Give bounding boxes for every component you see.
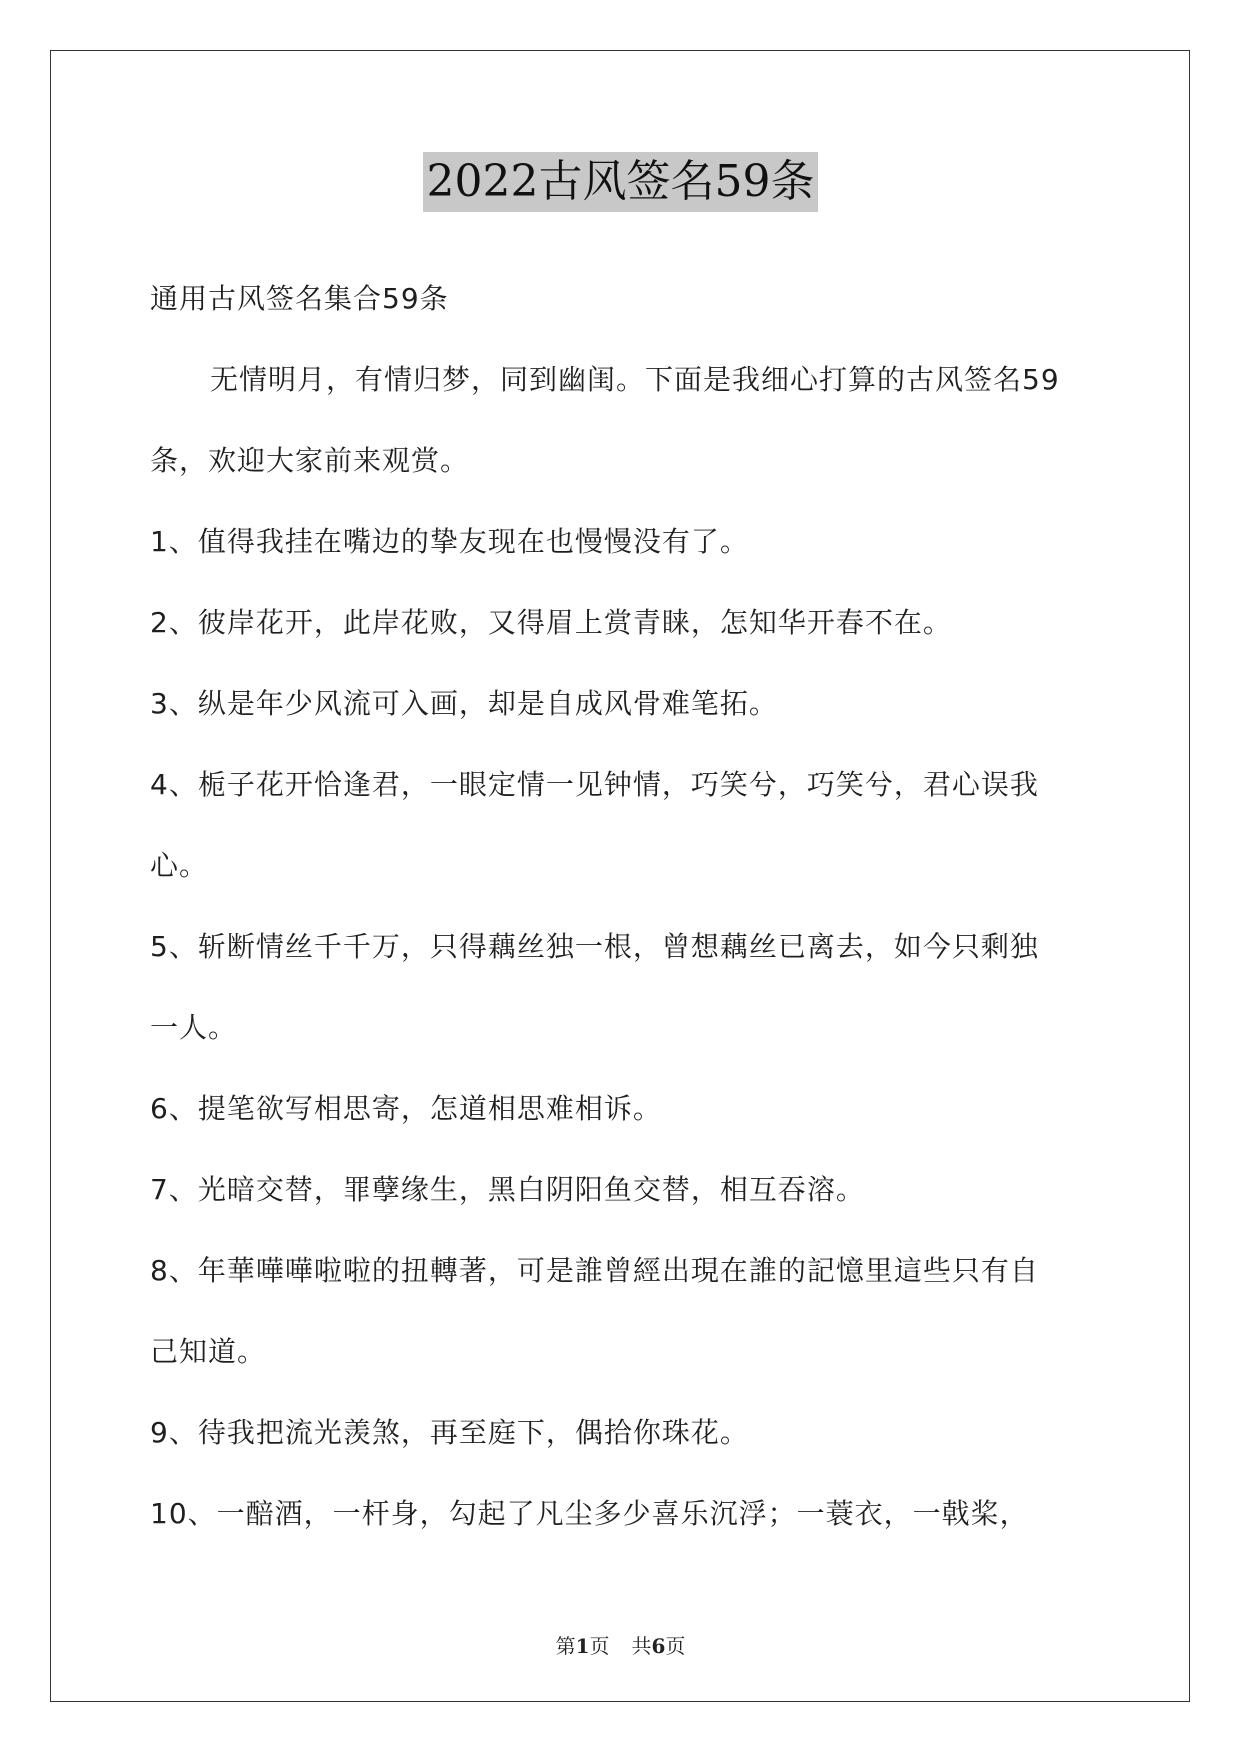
document-title: 2022古风签名59条	[423, 152, 819, 212]
total-page-number: 6	[651, 1634, 666, 1658]
total-suffix: 页	[665, 1634, 686, 1658]
list-item: 4、栀子花开恰逢君，一眼定情一见钟情，巧笑兮，巧笑兮，君心误我	[150, 768, 1039, 801]
list-item-continuation: 心。	[150, 849, 209, 882]
subtitle: 通用古风签名集合59条	[150, 282, 449, 315]
list-item: 2、彼岸花开，此岸花败，又得眉上赏青睐，怎知华开春不在。	[150, 606, 952, 639]
intro-paragraph-line: 无情明月，有情归梦，同到幽闺。下面是我细心打算的古风签名59	[210, 363, 1060, 396]
intro-paragraph-line: 条，欢迎大家前来观赏。	[150, 444, 470, 477]
total-prefix: 共	[631, 1634, 652, 1658]
list-item-continuation: 一人。	[150, 1011, 238, 1044]
list-item-continuation: 己知道。	[150, 1335, 267, 1368]
list-item: 7、光暗交替，罪孽缘生，黑白阴阳鱼交替，相互吞溶。	[150, 1173, 865, 1206]
title-container	[0, 152, 1241, 212]
page-suffix: 页	[589, 1634, 610, 1658]
list-item: 10、一醅酒，一杆身，勾起了凡尘多少喜乐沉浮；一蓑衣，一戟桨，	[150, 1497, 1029, 1530]
list-item: 3、纵是年少风流可入画，却是自成风骨难笔拓。	[150, 687, 778, 720]
page-prefix: 第	[555, 1634, 576, 1658]
list-item: 6、提笔欲写相思寄，怎道相思难相诉。	[150, 1092, 662, 1125]
list-item: 9、待我把流光羡煞，再至庭下，偶拾你珠花。	[150, 1416, 749, 1449]
list-item: 5、斩断情丝千千万，只得藕丝独一根，曾想藕丝已离去，如今只剩独	[150, 930, 1039, 963]
document-body	[150, 258, 1095, 1554]
current-page-number: 1	[575, 1634, 590, 1658]
list-item: 1、值得我挂在嘴边的挚友现在也慢慢没有了。	[150, 525, 749, 558]
page-footer	[0, 1630, 1241, 1659]
list-item: 8、年華嘩嘩啦啦的扭轉著，可是誰曾經出現在誰的記憶里這些只有自	[150, 1254, 1039, 1287]
